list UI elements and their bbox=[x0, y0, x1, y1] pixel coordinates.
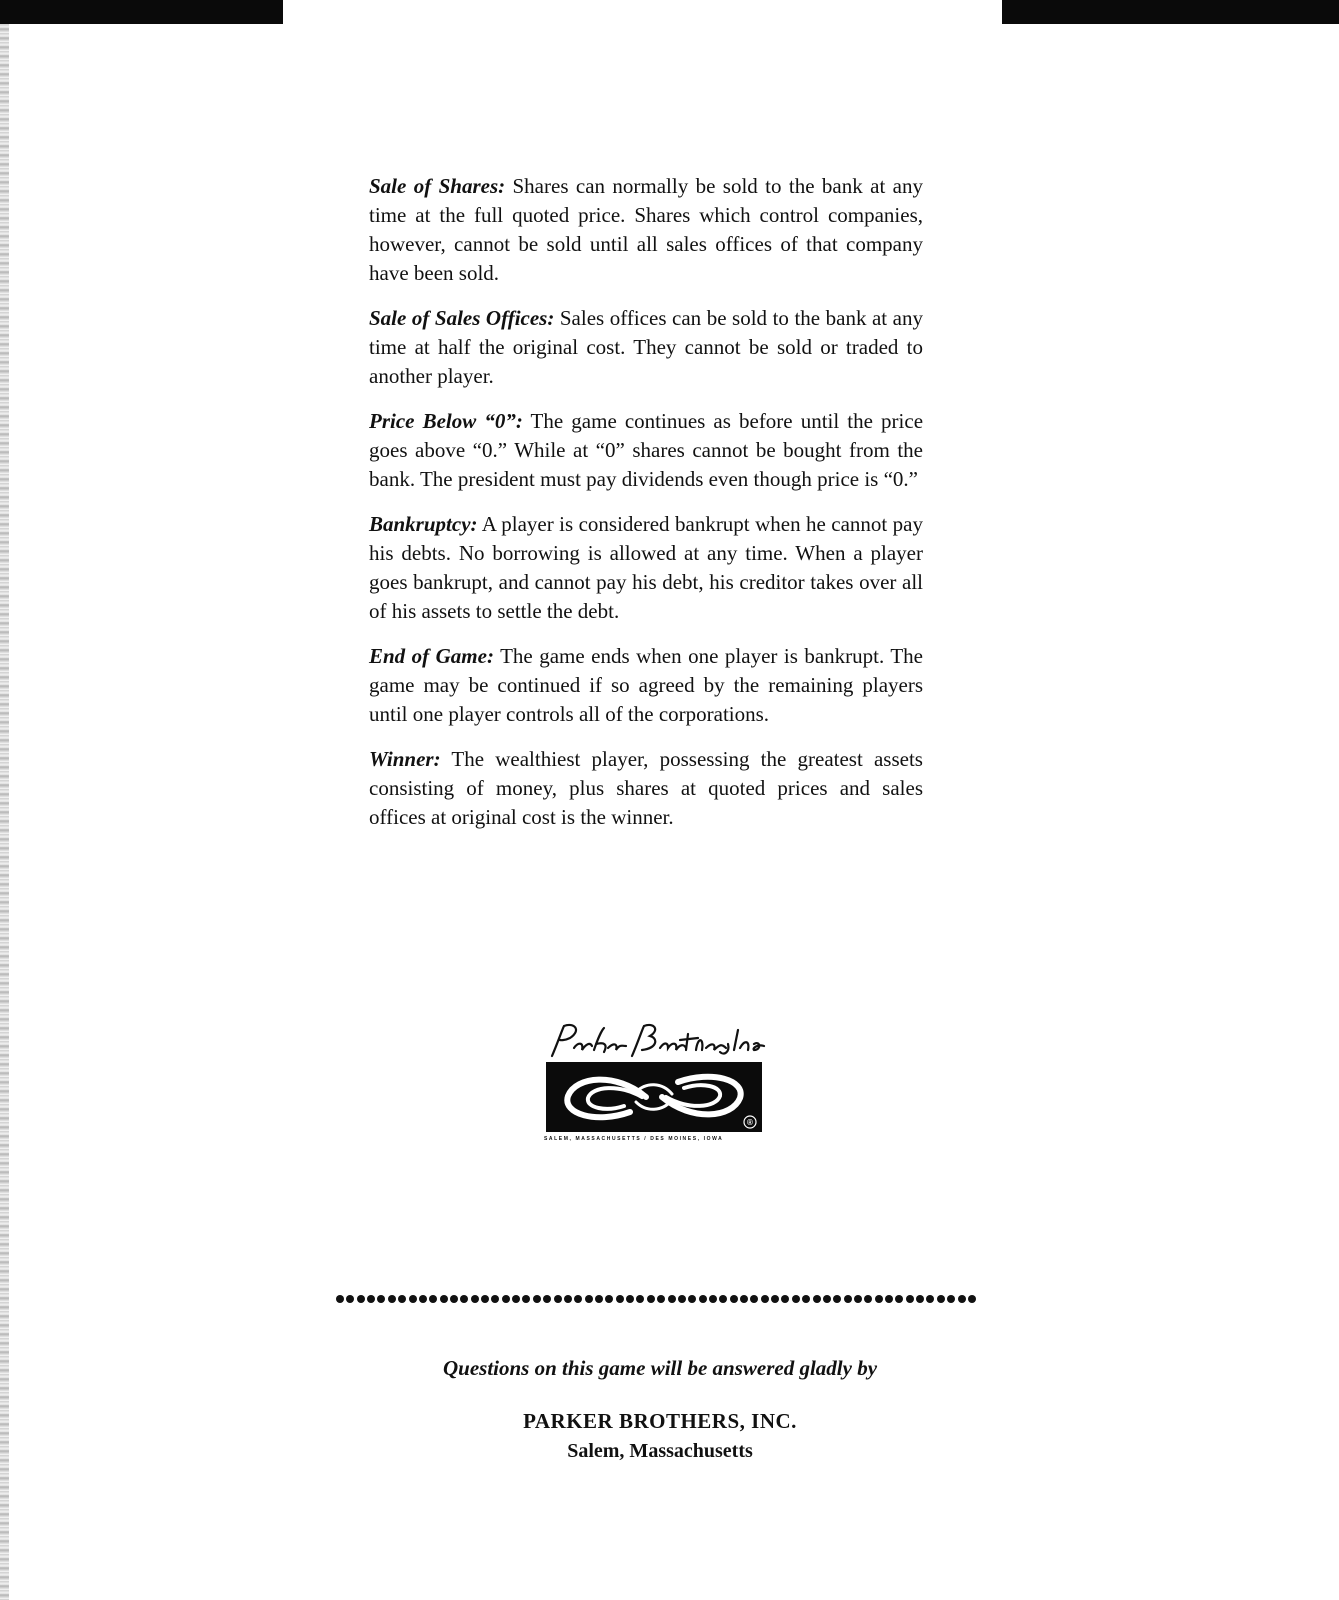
rule-price-below-zero bbox=[369, 407, 923, 494]
rule-body: Shares can normally be sold to the bank at any time at the full quoted price. Shares which control companies, however, cannot be sold until all sales offices of that company have been sold. bbox=[369, 174, 923, 285]
scan-edge-left bbox=[0, 24, 9, 1600]
swirl-emblem-icon bbox=[546, 1062, 762, 1132]
logo-location-text: SALEM, MASSACHUSETTS / DES MOINES, IOWA bbox=[544, 1136, 724, 1142]
divider-dot bbox=[802, 1295, 810, 1303]
divider-dot bbox=[595, 1295, 603, 1303]
divider-dot bbox=[419, 1295, 427, 1303]
divider-dot bbox=[688, 1295, 696, 1303]
divider-dot bbox=[429, 1295, 437, 1303]
divider-dot bbox=[336, 1295, 344, 1303]
rule-title: End of Game: bbox=[369, 644, 494, 668]
rule-title: Bankruptcy: bbox=[369, 512, 478, 536]
rules-section bbox=[369, 172, 923, 848]
divider-dot bbox=[678, 1295, 686, 1303]
divider-dot bbox=[481, 1295, 489, 1303]
divider-dot bbox=[958, 1295, 966, 1303]
divider-dot bbox=[626, 1295, 634, 1303]
rule-title: Sale of Sales Offices: bbox=[369, 306, 555, 330]
registered-mark: ® bbox=[747, 1118, 753, 1127]
divider-dot bbox=[906, 1295, 914, 1303]
divider-dot bbox=[564, 1295, 572, 1303]
divider-dot bbox=[926, 1295, 934, 1303]
divider-dot bbox=[647, 1295, 655, 1303]
divider-dot bbox=[554, 1295, 562, 1303]
questions-line: Questions on this game will be answered gladly by bbox=[442, 1356, 878, 1380]
company-city: Salem, Massachusetts bbox=[567, 1440, 753, 1462]
divider-dot bbox=[895, 1295, 903, 1303]
divider-dot bbox=[512, 1295, 520, 1303]
divider-dot bbox=[709, 1295, 717, 1303]
rule-body: A player is considered bankrupt when he cannot pay his debts. No borrowing is allowed at any time. When a player goes bankrupt, and cannot pay his debt, his creditor takes over all of his assets to settle the debt. bbox=[369, 512, 923, 623]
divider-dot bbox=[398, 1295, 406, 1303]
signature-logo-icon bbox=[548, 1022, 768, 1062]
parker-brothers-logo bbox=[542, 1022, 774, 1146]
divider-dot bbox=[471, 1295, 479, 1303]
divider-dot bbox=[823, 1295, 831, 1303]
divider-dot bbox=[781, 1295, 789, 1303]
scan-border-right bbox=[1002, 0, 1339, 24]
rule-title: Sale of Shares: bbox=[369, 174, 506, 198]
rule-title: Price Below “0”: bbox=[369, 409, 523, 433]
divider-dot bbox=[502, 1295, 510, 1303]
divider-dot bbox=[947, 1295, 955, 1303]
divider-dot bbox=[730, 1295, 738, 1303]
rule-body: The game continues as before until the price goes above “0.” While at “0” shares cannot be bought from the bank. The president must pay dividends even though price is “0.” bbox=[369, 409, 924, 491]
divider-dot bbox=[750, 1295, 758, 1303]
rule-winner bbox=[369, 745, 923, 832]
divider-dot bbox=[346, 1295, 354, 1303]
divider-dot bbox=[937, 1295, 945, 1303]
divider-dot bbox=[854, 1295, 862, 1303]
rule-sale-of-shares bbox=[369, 172, 923, 288]
rule-body: Sales offices can be sold to the bank at any time at half the original cost. They cannot be sold or traded to another player. bbox=[369, 306, 923, 388]
divider-dot bbox=[491, 1295, 499, 1303]
divider-dot bbox=[761, 1295, 769, 1303]
rule-bankruptcy bbox=[369, 510, 923, 626]
divider-dot bbox=[574, 1295, 582, 1303]
divider-dot bbox=[450, 1295, 458, 1303]
rule-title: Winner: bbox=[369, 747, 441, 771]
divider-dot bbox=[522, 1295, 530, 1303]
scan-border-left bbox=[0, 0, 283, 24]
divider-dot bbox=[585, 1295, 593, 1303]
divider-dot bbox=[699, 1295, 707, 1303]
divider-dot bbox=[813, 1295, 821, 1303]
divider-dot bbox=[833, 1295, 841, 1303]
divider-dot bbox=[636, 1295, 644, 1303]
divider-dot bbox=[844, 1295, 852, 1303]
divider-dot bbox=[864, 1295, 872, 1303]
divider-dot bbox=[409, 1295, 417, 1303]
divider-dot bbox=[440, 1295, 448, 1303]
divider-dot bbox=[885, 1295, 893, 1303]
divider-dot bbox=[916, 1295, 924, 1303]
divider-dot bbox=[875, 1295, 883, 1303]
divider-dot bbox=[533, 1295, 541, 1303]
divider-dot bbox=[367, 1295, 375, 1303]
divider-dot bbox=[460, 1295, 468, 1303]
divider-dot bbox=[740, 1295, 748, 1303]
divider-dot bbox=[771, 1295, 779, 1303]
rule-sale-of-sales-offices bbox=[369, 304, 923, 391]
divider-dot bbox=[657, 1295, 665, 1303]
divider-dot bbox=[605, 1295, 613, 1303]
company-name: PARKER BROTHERS, INC. bbox=[523, 1409, 797, 1433]
rule-body: The game ends when one player is bankrupt. The game may be continued if so agreed by the remaining players until one player controls all of the corporations. bbox=[369, 644, 923, 726]
divider-dot bbox=[543, 1295, 551, 1303]
divider-dot bbox=[357, 1295, 365, 1303]
dotted-divider bbox=[336, 1293, 976, 1304]
divider-dot bbox=[616, 1295, 624, 1303]
divider-dot bbox=[719, 1295, 727, 1303]
divider-dot bbox=[388, 1295, 396, 1303]
rule-end-of-game bbox=[369, 642, 923, 729]
divider-dot bbox=[377, 1295, 385, 1303]
divider-dot bbox=[968, 1295, 976, 1303]
divider-dot bbox=[668, 1295, 676, 1303]
rule-body: The wealthiest player, possessing the greatest assets consisting of money, plus shares at quoted prices and sales offices at original cost is the winner. bbox=[369, 747, 923, 829]
divider-dot bbox=[792, 1295, 800, 1303]
